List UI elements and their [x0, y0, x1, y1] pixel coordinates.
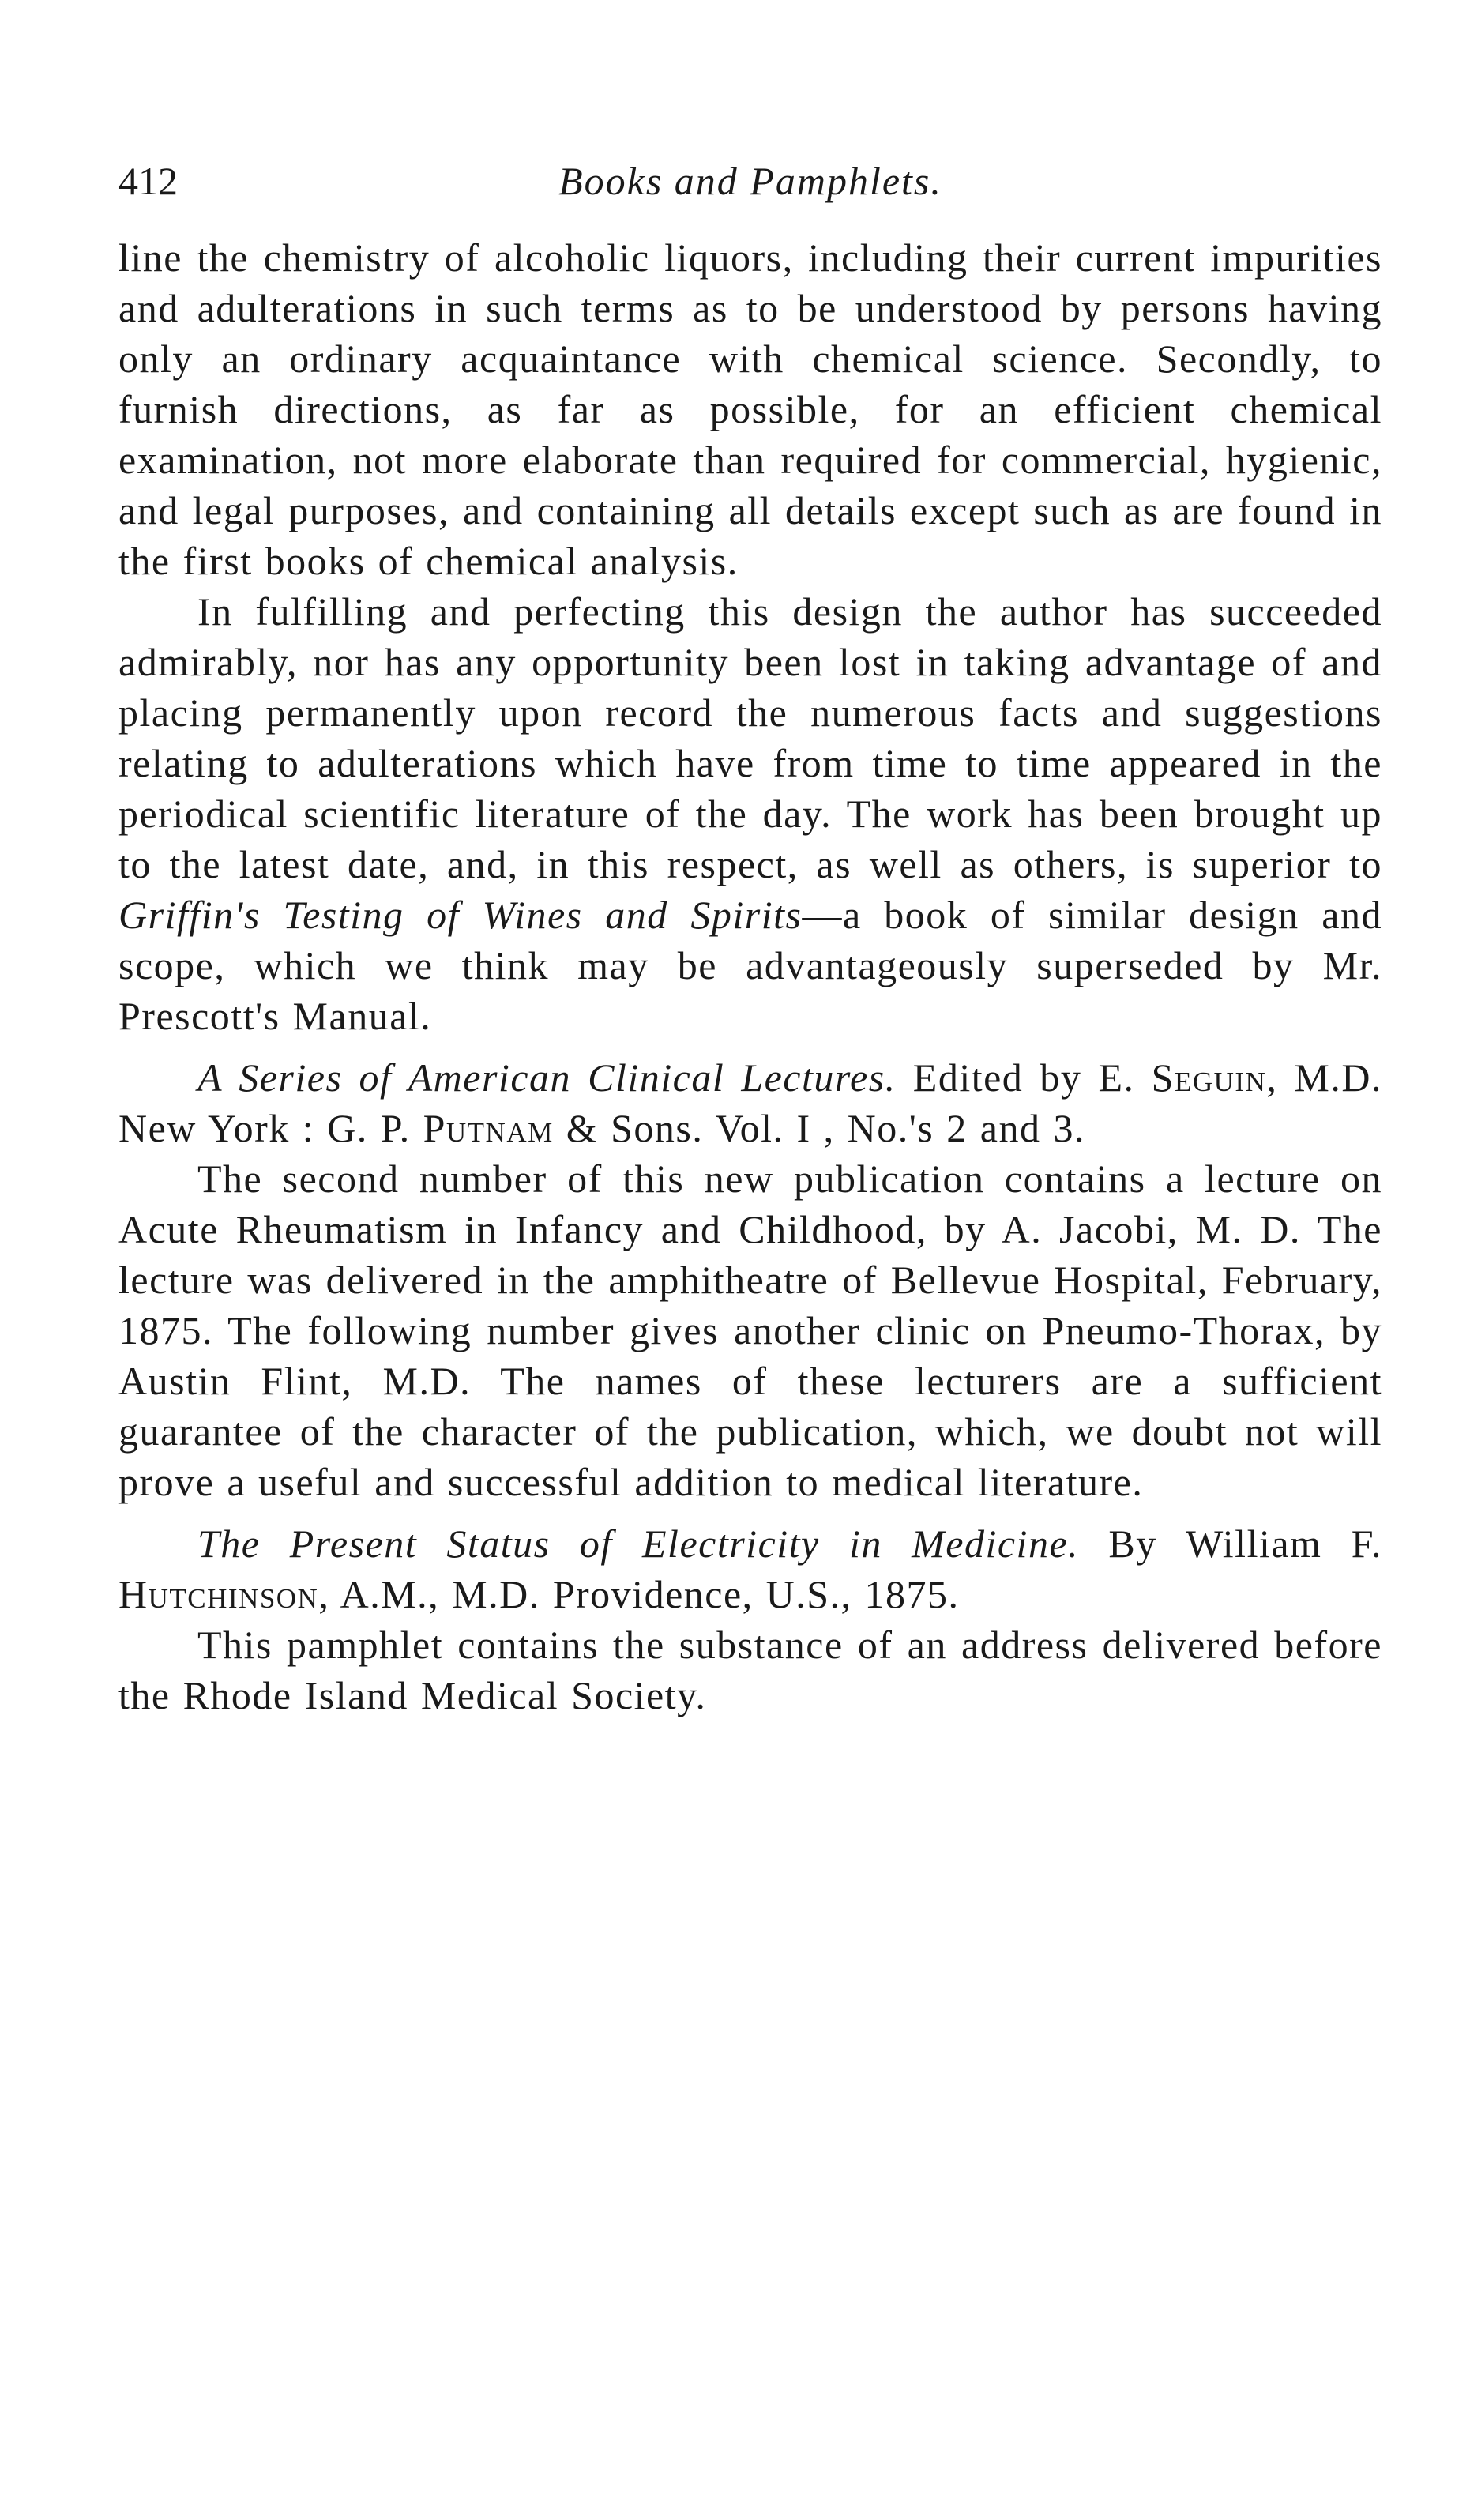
review-text-end: —a book of similar design and scope, which we think may be advantageously superseded by Mr. Prescott's Manual.	[118, 893, 1382, 1038]
book-entry-by: By William F.	[1079, 1521, 1382, 1566]
running-head	[118, 158, 1382, 213]
book-entry-imprint: , M.D. New York : G. P.	[118, 1055, 1382, 1150]
paragraph-clinical-lectures: The second number of this new publication contains a lecture on Acute Rheumatism in Infancy and Childhood, by A. Jacobi, M. D. The lecture was delivered in the amphitheatre of Bellevue Hospital, February, 1875. The following number gives another clinic on Pneumo-Thorax, by Austin Flint, M.D. The names of these lecturers are a sufficient guarantee of the character of the publication, which, we doubt not will prove a useful and successful addition to medical literature.	[118, 1157, 1382, 1504]
book-entry-publisher: Putnam	[423, 1106, 554, 1150]
book-entry-clinical-lectures	[118, 1052, 1382, 1153]
paragraph-electricity: This pamphlet contains the substance of an address delivered before the Rhode Island Medical Society.	[118, 1623, 1382, 1717]
book-entry-title: A Series of American Clinical Lectures.	[197, 1055, 897, 1100]
book-entry-edited-by: Edited by E.	[896, 1055, 1152, 1100]
book-entry-author: Hutchinson	[118, 1572, 319, 1616]
page	[118, 158, 1382, 1721]
paragraph-continuation: line the chemistry of alcoholic liquors, including their current impurities and adulterations in such terms as to be understood by persons having only an ordinary acquaintance with chemical science. Secondly, to furnish directions, as far as possible, for an efficient chemical examination, not more elaborate than required for commercial, hygienic, and legal purposes, and containing all details except such as are found in the first books of chemical analysis.	[118, 235, 1382, 583]
running-title: Books and Pamphlets.	[558, 159, 942, 203]
book-entry-volume: & Sons. Vol. I , No.'s 2 and 3.	[553, 1106, 1085, 1150]
book-entry-editor: Seguin	[1151, 1055, 1267, 1100]
book-entry-imprint: , A.M., M.D. Providence, U.S., 1875.	[318, 1572, 960, 1616]
page-number: 412	[118, 159, 178, 203]
review-text-start: In fulfilling and perfecting this design the author has succeeded admirably, nor has any opportunity been lost in taking advantage of and placing permanently upon record the numerous facts and suggestions relating to adulterations which have from time to time appeared in the periodical scientific literature of the day. The work has been brought up to the latest date, and, in this respect, as well as others, is superior to	[118, 589, 1382, 886]
book-entry-title: The Present Status of Electricity in Medicine.	[197, 1521, 1080, 1566]
paragraph-review	[118, 586, 1382, 1041]
book-title-griffin: Griffin's Testing of Wines and Spirits	[118, 893, 803, 937]
book-entry-electricity	[118, 1518, 1382, 1619]
